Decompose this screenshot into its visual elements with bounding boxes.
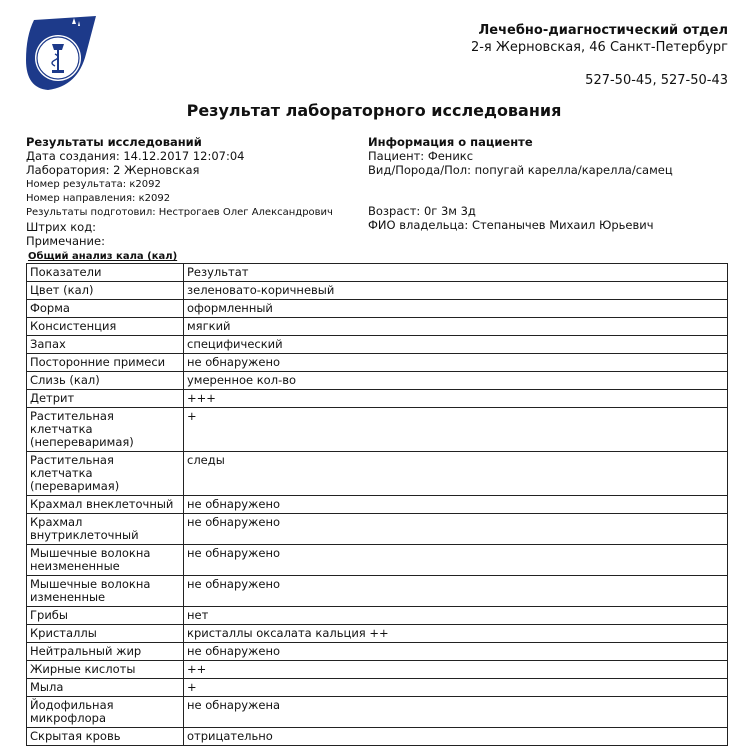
page-title: Результат лабораторного исследования: [186, 101, 562, 120]
indicator-value: зеленовато-коричневый: [184, 282, 728, 300]
result-number: Номер результата: к2092: [26, 178, 161, 190]
patient-name: Пациент: Феникс: [368, 149, 474, 164]
table-row: [27, 282, 728, 300]
indicator-value: следы: [184, 452, 728, 496]
indicator-name: Консистенция: [27, 318, 184, 336]
indicator-value: не обнаружено: [184, 496, 728, 514]
indicator-value: нет: [184, 607, 728, 625]
indicator-name: Детрит: [27, 390, 184, 408]
table-row: [27, 318, 728, 336]
indicator-name: Растительная клетчатка (непереваримая): [27, 408, 184, 452]
results-info: [26, 135, 356, 249]
indicator-value: не обнаружено: [184, 545, 728, 576]
column-header: Результат: [184, 264, 728, 282]
indicator-value: оформленный: [184, 300, 728, 318]
indicator-value: мягкий: [184, 318, 728, 336]
prepared-by: Результаты подготовил: Нестрогаев Олег Александрович: [26, 207, 333, 219]
indicator-name: Слизь (кал): [27, 372, 184, 390]
table-row: [27, 643, 728, 661]
table-row: [27, 452, 728, 496]
owner-name: ФИО владельца: Степанычев Михаил Юрьевич: [368, 217, 654, 232]
table-row: [27, 300, 728, 318]
table-row: [27, 697, 728, 728]
results-table: [26, 263, 728, 746]
referral-number: Номер направления: к2092: [26, 192, 171, 204]
indicator-name: Крахмал внутриклеточный: [27, 514, 184, 545]
table-row: [27, 496, 728, 514]
indicator-value: кристаллы оксалата кальция ++: [184, 625, 728, 643]
indicator-value: специфический: [184, 336, 728, 354]
indicator-name: Мыла: [27, 679, 184, 697]
section-title: Общий анализ кала (кал): [28, 251, 178, 262]
table-row: [27, 354, 728, 372]
table-row: [27, 728, 728, 746]
clinic-name: Лечебно-диагностический отдел: [478, 23, 728, 38]
clinic-address: 2-я Жерновская, 46 Санкт-Петербург: [470, 40, 728, 55]
patient-species: Вид/Порода/Пол: попугай карелла/карелла/самец: [368, 163, 673, 178]
clinic-header: [471, 22, 728, 56]
indicator-name: Нейтральный жир: [27, 643, 184, 661]
indicator-value: +++: [184, 390, 728, 408]
indicator-value: не обнаружено: [184, 354, 728, 372]
indicator-name: Форма: [27, 300, 184, 318]
indicator-value: отрицательно: [184, 728, 728, 746]
indicator-name: Йодофильная микрофлора: [27, 697, 184, 728]
table-row: [27, 607, 728, 625]
table-row: [27, 408, 728, 452]
indicator-name: Мышечные волокна измененные: [27, 576, 184, 607]
indicator-name: Запах: [27, 336, 184, 354]
indicator-value: не обнаружено: [184, 514, 728, 545]
table-header-row: [27, 264, 728, 282]
table-row: [27, 679, 728, 697]
table-row: [27, 661, 728, 679]
indicator-name: Посторонние примеси: [27, 354, 184, 372]
indicator-value: умеренное кол-во: [184, 372, 728, 390]
indicator-value: ++: [184, 661, 728, 679]
indicator-value: не обнаружено: [184, 576, 728, 607]
clinic-logo: [22, 14, 100, 94]
patient-age: Возраст: 0г 3м 3д: [368, 203, 476, 218]
clinic-phones: 527-50-45, 527-50-43: [585, 73, 728, 88]
indicator-name: Скрытая кровь: [27, 728, 184, 746]
indicator-name: Жирные кислоты: [27, 661, 184, 679]
patient-info: [368, 135, 728, 232]
table-row: [27, 576, 728, 607]
table-row: [27, 390, 728, 408]
indicator-name: Растительная клетчатка (переваримая): [27, 452, 184, 496]
table-row: [27, 545, 728, 576]
indicator-name: Грибы: [27, 607, 184, 625]
indicator-value: +: [184, 408, 728, 452]
indicator-value: +: [184, 679, 728, 697]
barcode-label: Штрих код:: [26, 220, 97, 235]
patient-info-header: Информация о пациенте: [368, 135, 533, 149]
table-row: [27, 336, 728, 354]
lab-name: Лаборатория: 2 Жерновская: [26, 163, 200, 178]
results-info-header: Результаты исследований: [26, 135, 202, 149]
indicator-value: не обнаружена: [184, 697, 728, 728]
table-row: [27, 372, 728, 390]
note-label: Примечание:: [26, 234, 105, 249]
indicator-name: Цвет (кал): [27, 282, 184, 300]
table-row: [27, 625, 728, 643]
table-row: [27, 514, 728, 545]
indicator-name: Мышечные волокна неизмененные: [27, 545, 184, 576]
indicator-value: не обнаружено: [184, 643, 728, 661]
created-date: Дата создания: 14.12.2017 12:07:04: [26, 149, 245, 164]
indicator-name: Крахмал внеклеточный: [27, 496, 184, 514]
column-header: Показатели: [27, 264, 184, 282]
indicator-name: Кристаллы: [27, 625, 184, 643]
